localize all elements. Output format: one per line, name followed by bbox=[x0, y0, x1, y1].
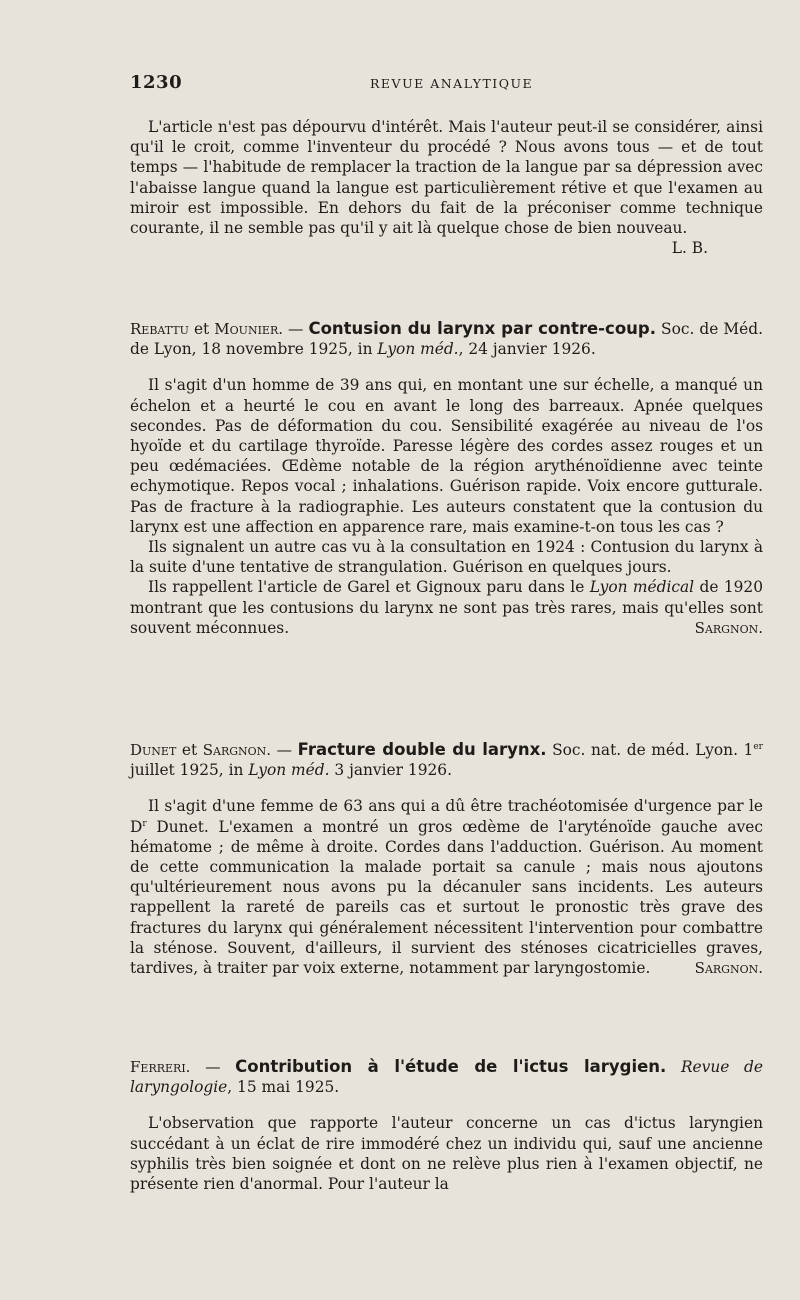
article-paragraph bbox=[130, 577, 763, 638]
article-heading bbox=[130, 740, 763, 780]
author-name: Dunet bbox=[130, 741, 177, 759]
superscript: r bbox=[142, 818, 147, 829]
article-heading bbox=[130, 319, 763, 359]
conjunction: et bbox=[181, 741, 198, 759]
intro-signature: L. B. bbox=[671, 239, 708, 258]
intro-block bbox=[130, 117, 763, 258]
dash: — bbox=[190, 1058, 236, 1076]
article-date: 3 janvier 1926. bbox=[329, 761, 452, 780]
article-fracture bbox=[130, 740, 763, 978]
article-title: Contribution à l'étude de l'ictus larygien. bbox=[235, 1057, 667, 1076]
journal-name: Lyon médical bbox=[589, 578, 695, 597]
author-name: Rebattu bbox=[130, 320, 189, 338]
article-date: , 24 janvier 1926. bbox=[458, 340, 596, 359]
article-paragraph: L'observation que rapporte l'auteur concerne un cas d'ictus laryngien succédant à un éclat de rire immodéré chez un individu qui, sauf une ancienne syphilis très bien soignée et dont on ne relève plus rien à l'examen objectif, ne présente rien d'anormal. Pour l'auteur la bbox=[130, 1114, 763, 1194]
paragraph-text: Dunet. L'examen a montré un gros œdème de l'aryténoïde gauche avec hématome ; de même à droite. Cordes dans l'adduction. Guérison. Au moment de cette communication la malade portait sa canule ; mais nous ajoutons qu'ultérieurement nous avons pu la décanuler sans incidents. Les auteurs rappellent la rareté de pareils cas et surtout le pronostic très grave des fractures du larynx qui généralement nécessitent l'intervention pour combattre la sténose. Souvent, d'ailleurs, il survient des sténoses cicatricielles graves, tardives, à traiter par voix externe, notamment par laryngostomie. bbox=[130, 817, 763, 978]
article-heading bbox=[130, 1057, 763, 1097]
dash: — bbox=[271, 741, 298, 759]
superscript: er bbox=[753, 741, 763, 752]
running-title: REVUE ANALYTIQUE bbox=[370, 76, 534, 91]
journal-name: Lyon méd. bbox=[248, 761, 330, 780]
page-number: 1230 bbox=[130, 72, 183, 93]
author-name: Ferreri. bbox=[130, 1058, 191, 1076]
article-paragraph bbox=[130, 796, 763, 978]
article-source: Soc. nat. de méd. Lyon. 1 bbox=[546, 741, 754, 759]
intro-paragraph: L'article n'est pas dépourvu d'intérêt. Mais l'auteur peut-il se considérer, ainsi qu'il le croit, comme l'inventeur du procédé ? Nous avons tous — et de tout temps — l'habitude de remplacer la traction de la langue par sa dépression avec l'abaisse langue quand la langue est particulièrement rétive et que l'examen au miroir est impossible. En dehors du fait de la préconiser comme technique courante, il ne semble pas qu'il y ait là quelque chose de bien nouveau. bbox=[130, 118, 763, 238]
article-paragraph: Ils signalent un autre cas vu à la consultation en 1924 : Contusion du larynx à la suite d'une tentative de strangulation. Guérison en quelques jours. bbox=[130, 538, 763, 577]
paragraph-text: Il s'agit d'une femme de 63 ans qui a dû être trachéotomisée d'urgence par le D bbox=[130, 797, 763, 836]
page-header bbox=[130, 72, 763, 98]
article-title: Contusion du larynx par contre-coup. bbox=[308, 319, 656, 338]
journal-name: Lyon méd. bbox=[377, 340, 459, 359]
paragraph-text: Ils rappellent l'article de Garel et Gignoux paru dans le bbox=[148, 578, 590, 597]
conjunction: et bbox=[193, 320, 210, 338]
article-paragraph: Il s'agit d'un homme de 39 ans qui, en montant une sur échelle, a manqué un échelon et a heurté le cou en avant le long des barreaux. Apnée quelques secondes. Pas de déformation du cou. Sensibilité exagérée au niveau de l'os hyoïde et du cartilage thyroïde. Paresse légère des cordes assez rouges et un peu œdémaciées. Œdème notable de la région arythénoïdienne avec teinte echymotique. Repos vocal ; inhalations. Guérison rapide. Voix encore gutturale. Pas de fracture à la radiographie. Les auteurs constatent que la contusion du larynx est une affection en apparence rare, mais examine-t-on tous les cas ? bbox=[130, 376, 763, 536]
article-date: , 15 mai 1925. bbox=[227, 1078, 340, 1097]
article-signature: Sargnon. bbox=[694, 959, 763, 978]
journal-name: Revue de laryngologie bbox=[130, 1058, 763, 1097]
author-name: Mounier. bbox=[214, 320, 283, 338]
paragraph-text: de 1920 montrant que les contusions du larynx ne sont pas très rares, mais qu'elles sont souvent méconnues. bbox=[130, 578, 763, 637]
article-source: juillet 1925, in bbox=[130, 761, 249, 780]
article-contusion bbox=[130, 319, 763, 638]
article-title: Fracture double du larynx. bbox=[297, 740, 547, 759]
article-signature: Sargnon. bbox=[694, 618, 763, 637]
article-ictus bbox=[130, 1057, 763, 1194]
author-name: Sargnon. bbox=[202, 741, 272, 759]
dash: — bbox=[283, 320, 309, 338]
article-source: Soc. de Méd. de Lyon, 18 novembre 1925, in bbox=[130, 320, 763, 359]
